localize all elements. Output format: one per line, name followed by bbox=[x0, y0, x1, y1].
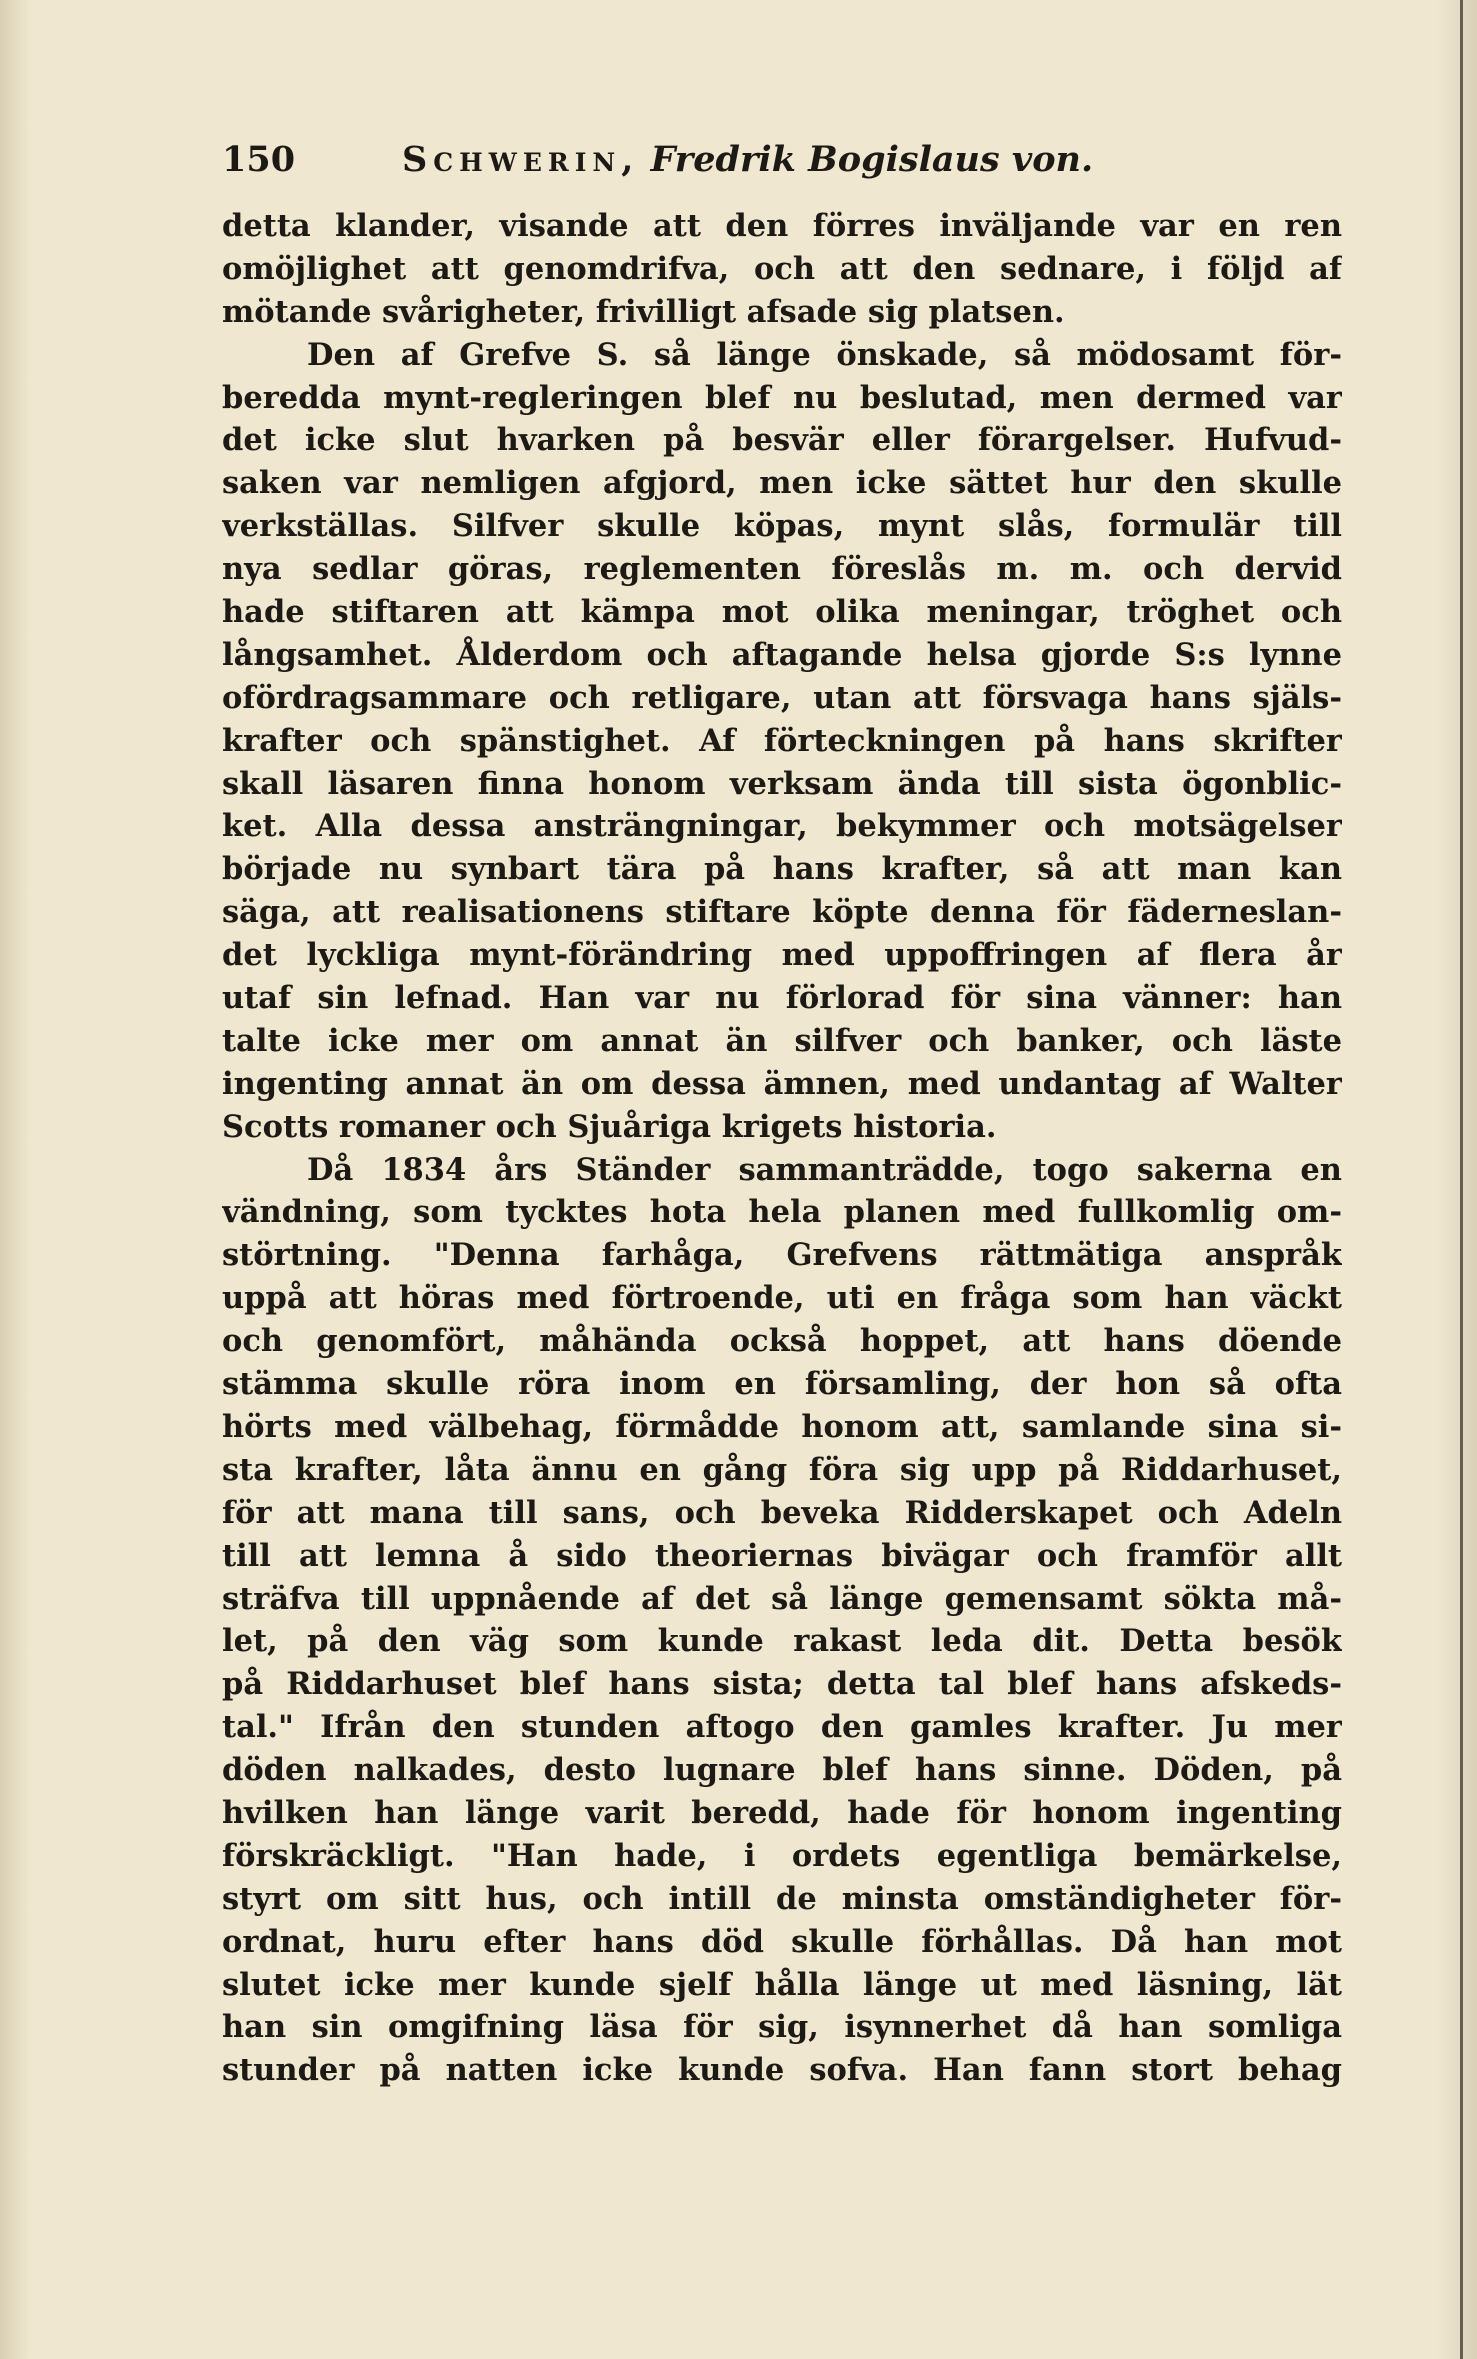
text-line: ofördragsammare och retligare, utan att försvaga hans själs- bbox=[222, 679, 1342, 716]
text-line: han sin omgifning läsa för sig, isynnerhet då han somliga bbox=[222, 2009, 1342, 2046]
text-line: beredda mynt-regleringen blef nu beslutad, men dermed var bbox=[222, 379, 1342, 416]
text-line: mötande svårigheter, frivilligt afsade sig platsen. bbox=[222, 293, 1065, 330]
text-line: verkställas. Silfver skulle köpas, mynt slås, formulär till bbox=[222, 508, 1342, 545]
text-line: stunder på natten icke kunde sofva. Han fann stort behag bbox=[222, 2052, 1342, 2089]
text-line: störtning. "Denna farhåga, Grefvens rättmätiga anspråk bbox=[222, 1237, 1342, 1274]
text-line: till att lemna å sido theoriernas bivägar och framför allt bbox=[222, 1537, 1342, 1574]
running-head-title: Fredrik Bogislaus von. bbox=[650, 139, 1094, 180]
text-line: ingenting annat än om dessa ämnen, med undantag af Walter bbox=[222, 1065, 1342, 1102]
text-line: på Riddarhuset blef hans sista; detta tal blef hans afskeds- bbox=[222, 1666, 1342, 1703]
text-line: det icke slut hvarken på besvär eller förargelser. Hufvud- bbox=[222, 422, 1342, 459]
text-line: utaf sin lefnad. Han var nu förlorad för sina vänner: han bbox=[222, 980, 1342, 1017]
text-line: styrt om sitt hus, och intill de minsta omständigheter för- bbox=[222, 1880, 1342, 1917]
text-line: började nu synbart tära på hans krafter, så att man kan bbox=[222, 851, 1342, 888]
text-line: detta klander, visande att den förres inväljande var en ren bbox=[222, 208, 1342, 244]
text-line: stämma skulle röra inom en församling, der hon så ofta bbox=[222, 1366, 1342, 1403]
text-line: slutet icke mer kunde sjelf hålla länge ut med läsning, lät bbox=[222, 1966, 1342, 2003]
text-line: vändning, som tycktes hota hela planen med fullkomlig om- bbox=[222, 1194, 1342, 1231]
text-line: ordnat, huru efter hans död skulle förhållas. Då han mot bbox=[222, 1923, 1342, 1960]
text-line: hörts med välbehag, förmådde honom att, samlande sina si- bbox=[222, 1408, 1342, 1445]
text-line: omöjlighet att genomdrifva, och att den sednare, i följd af bbox=[222, 250, 1342, 287]
text-line: ket. Alla dessa ansträngningar, bekymmer och motsägelser bbox=[222, 808, 1342, 845]
text-line: tal." Ifrån den stunden aftogo den gamles krafter. Ju mer bbox=[222, 1709, 1342, 1746]
text-line: let, på den väg som kunde rakast leda dit. Detta besök bbox=[222, 1623, 1342, 1660]
text-line: Då 1834 års Ständer sammanträdde, togo sakerna en bbox=[307, 1151, 1342, 1188]
text-line: hvilken han länge varit beredd, hade för honom ingenting bbox=[222, 1794, 1342, 1831]
text-line: för att mana till sans, och beveka Ridderskapet och Adeln bbox=[222, 1494, 1342, 1531]
text-line: sträfva till uppnående af det så länge gemensamt sökta må- bbox=[222, 1580, 1342, 1617]
text-line: säga, att realisationens stiftare köpte denna för fäderneslan- bbox=[222, 894, 1342, 931]
body-text bbox=[222, 205, 1342, 2092]
text-line: Scotts romaner och Sjuåriga krigets historia. bbox=[222, 1108, 997, 1145]
page-gutter-shadow bbox=[0, 0, 30, 2359]
text-line: långsamhet. Ålderdom och aftagande helsa gjorde S:s lynne bbox=[222, 636, 1342, 673]
text-line: och genomfört, måhända också hoppet, att hans döende bbox=[222, 1323, 1342, 1360]
page-number: 150 bbox=[222, 139, 296, 180]
page-edge bbox=[1437, 0, 1477, 2359]
text-line: skall läsaren finna honom verksam ända till sista ögonblic- bbox=[222, 765, 1342, 802]
text-line: nya sedlar göras, reglementen föreslås m. m. och dervid bbox=[222, 551, 1342, 588]
text-line: krafter och spänstighet. Af förteckningen på hans skrifter bbox=[222, 722, 1342, 759]
text-line: hade stiftaren att kämpa mot olika meningar, tröghet och bbox=[222, 594, 1342, 631]
text-line: uppå att höras med förtroende, uti en fråga som han väckt bbox=[222, 1280, 1342, 1317]
running-head-name: Schwerin, bbox=[402, 139, 640, 180]
text-line: det lyckliga mynt-förändring med uppoffringen af flera år bbox=[222, 937, 1342, 974]
text-line: saken var nemligen afgjord, men icke sättet hur den skulle bbox=[222, 465, 1342, 502]
text-line: talte icke mer om annat än silfver och banker, och läste bbox=[222, 1022, 1342, 1059]
text-line: Den af Grefve S. så länge önskade, så mödosamt för- bbox=[307, 336, 1342, 373]
text-line: sta krafter, låta ännu en gång föra sig upp på Riddarhuset, bbox=[222, 1451, 1342, 1488]
text-line: förskräckligt. "Han hade, i ordets egentliga bemärkelse, bbox=[222, 1837, 1342, 1874]
running-header bbox=[222, 130, 1342, 190]
text-line: döden nalkades, desto lugnare blef hans sinne. Döden, på bbox=[222, 1752, 1342, 1789]
